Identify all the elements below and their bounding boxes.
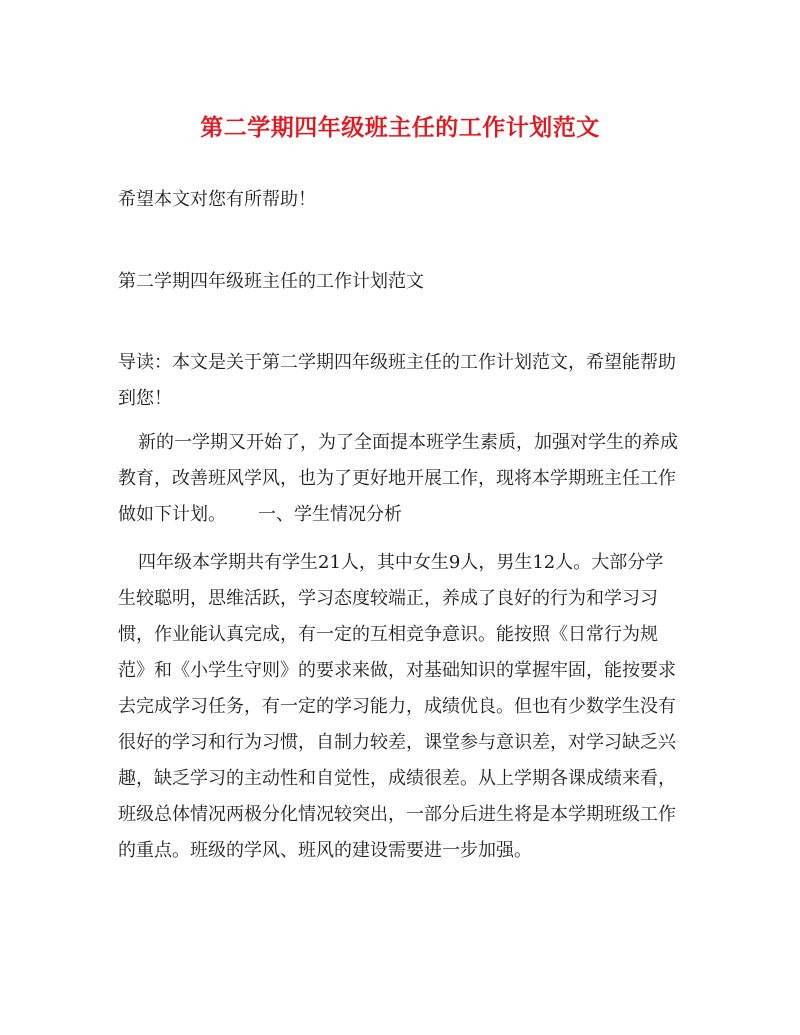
document-title: 第二学期四年级班主任的工作计划范文: [200, 115, 600, 141]
section-heading-student-analysis: 一、学生情况分析: [258, 504, 402, 525]
greeting-text: 希望本文对您有所帮助！: [118, 189, 316, 210]
opening-paragraph-text: 新的一学期又开始了，为了全面提本班学生素质，加强对学生的养成教育，改善班风学风，也为了更好地开展工作，现将本学期班主任工作做如下计划。: [118, 432, 678, 525]
intro-paragraph: 导读：本文是关于第二学期四年级班主任的工作计划范文，希望能帮助到您！: [118, 352, 676, 409]
subtitle-text: 第二学期四年级班主任的工作计划范文: [118, 271, 424, 292]
student-analysis-paragraph: 四年级本学期共有学生21人，其中女生9人，男生12人。大部分学生较聪明，思维活跃，学习态度较端正，养成了良好的行为和学习习惯，作业能认真完成，有一定的互相竞争意识。能按照《日常行为规范》和《小学生守则》的要求来做，对基础知识的掌握牢固，能按要求去完成学习任务，有一定的学习能力，成绩优良。但也有少数学生没有很好的学习和行为习惯，自制力较差，课堂参与意识差，对学习缺乏兴趣，缺乏学习的主动性和自觉性，成绩很差。从上学期各课成绩来看，班级总体情况两极分化情况较突出，一部分后进生将是本学期班级工作的重点。班级的学风、班风的建设需要进一步加强。: [118, 552, 676, 861]
opening-paragraph: [118, 425, 678, 533]
